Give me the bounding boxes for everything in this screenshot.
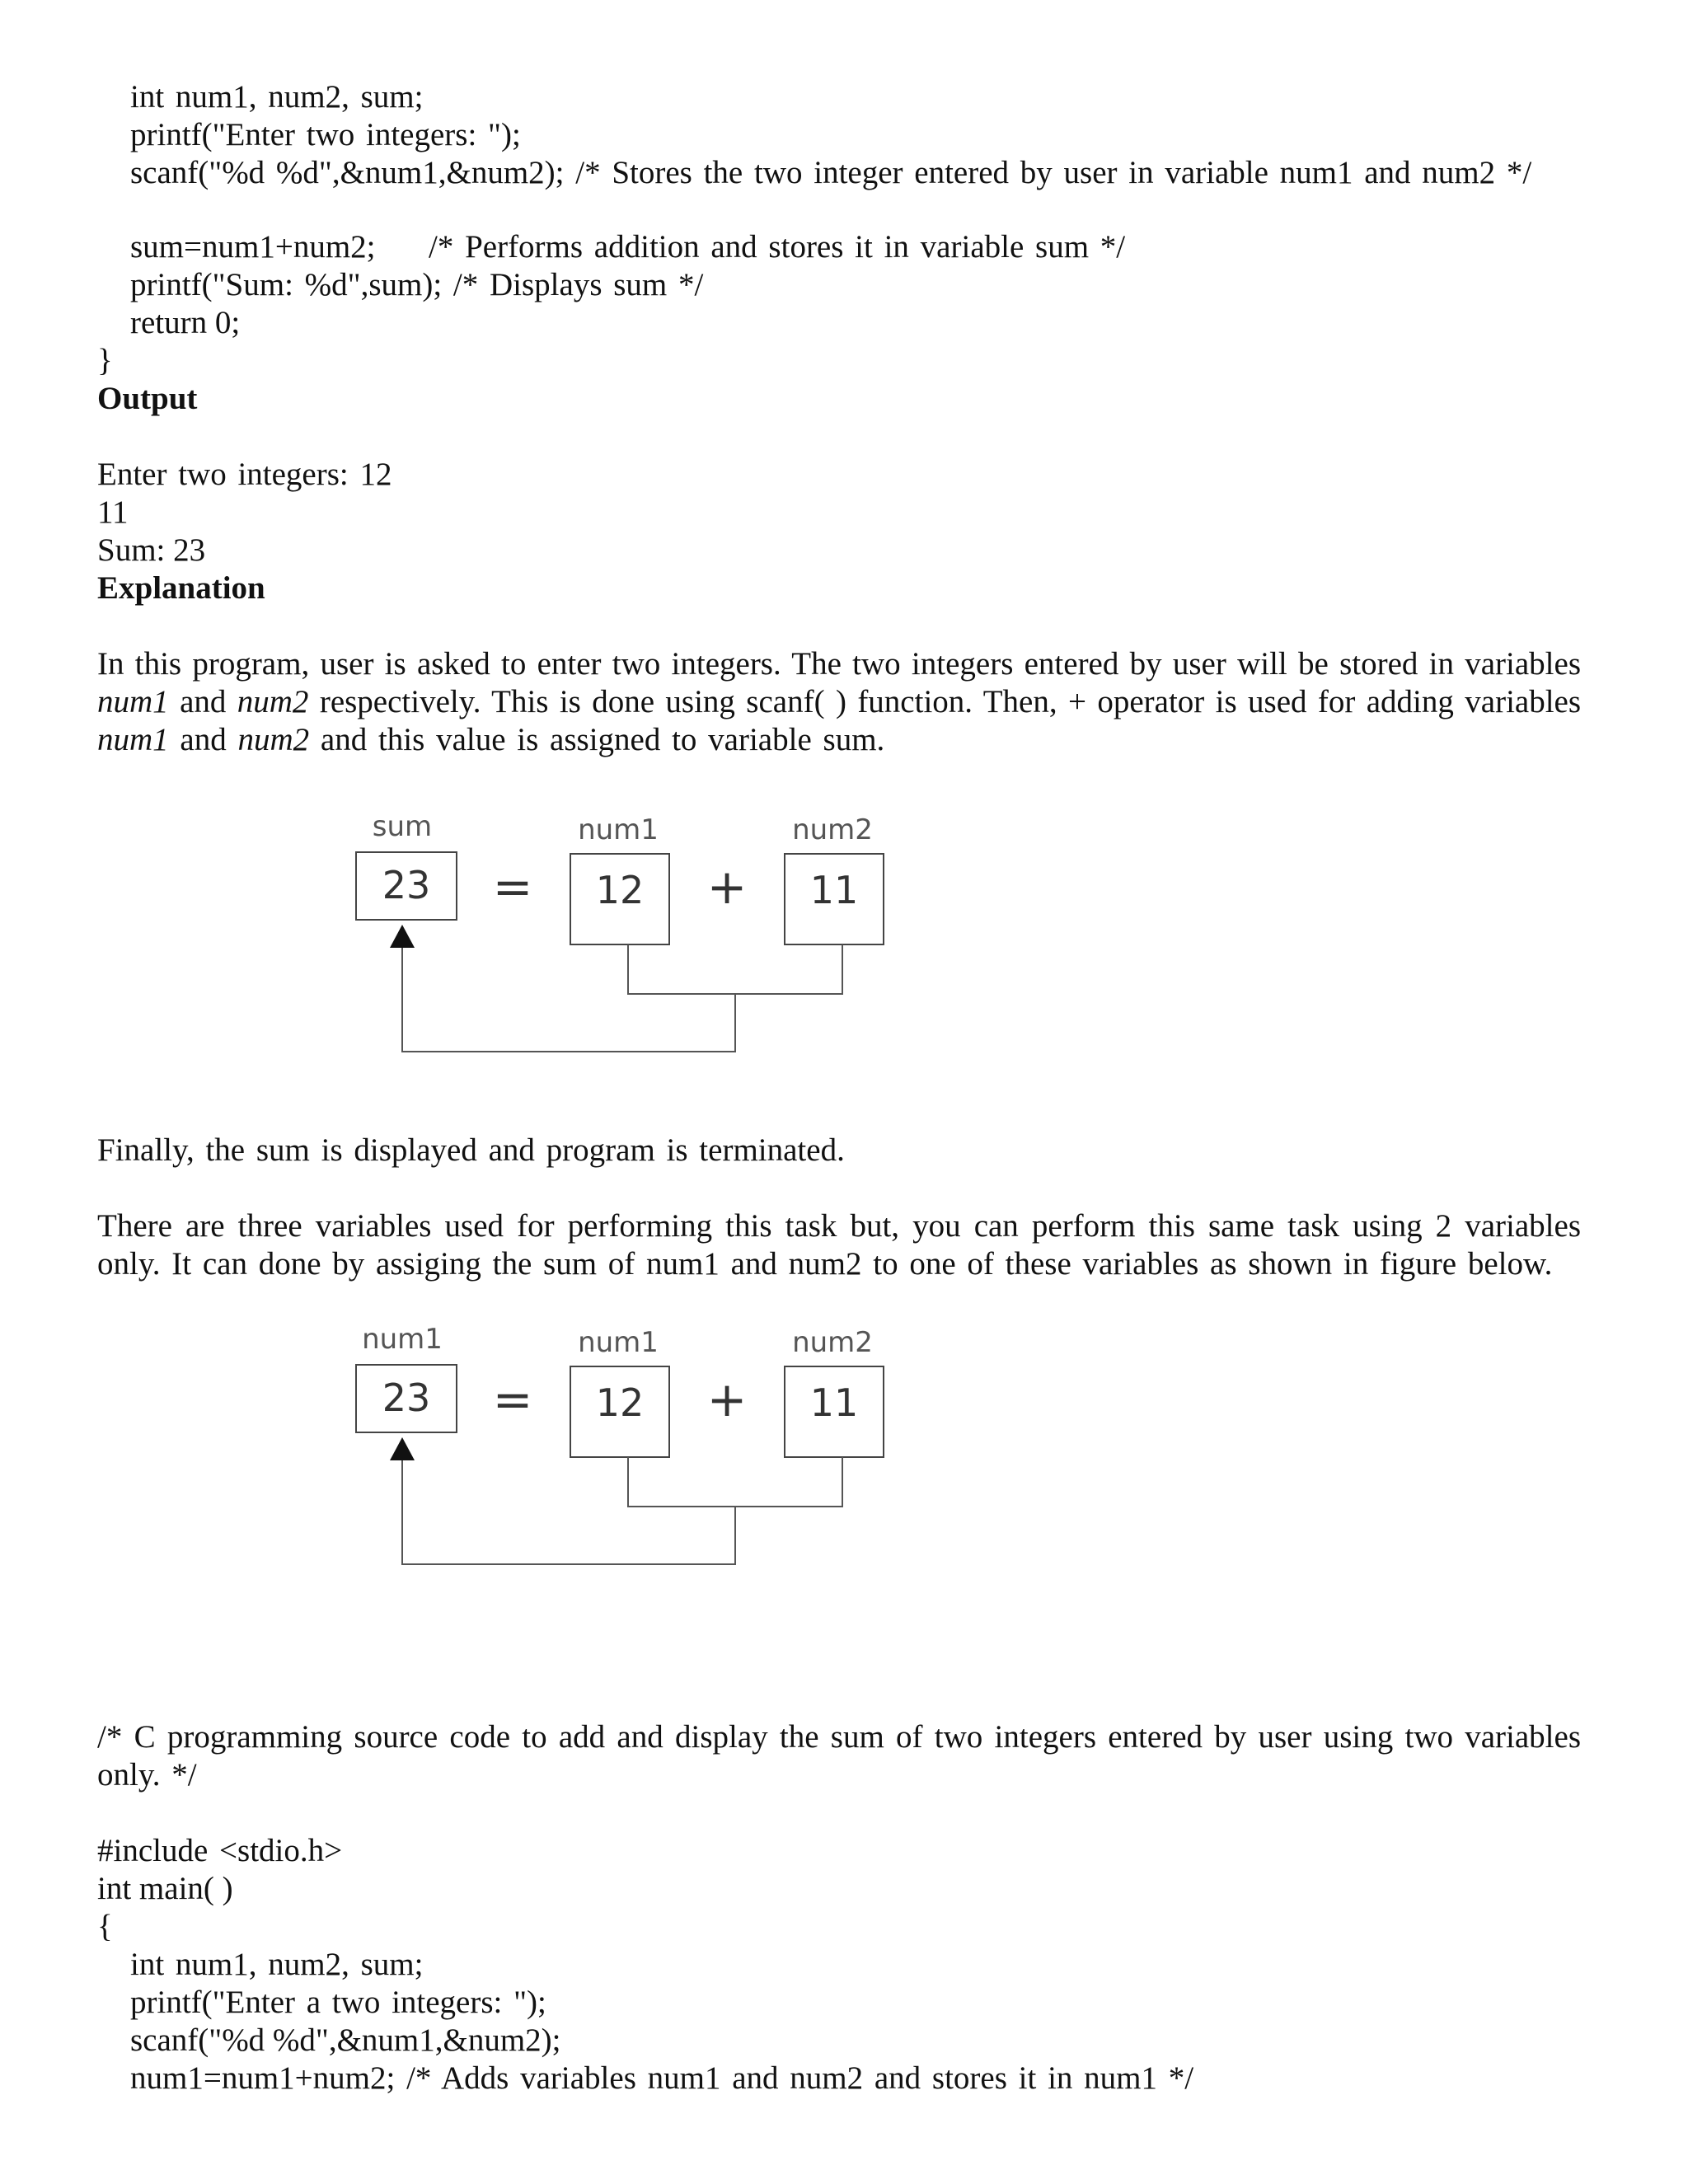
operand2-variable-label: num2 — [792, 1326, 873, 1359]
code-brace: } — [97, 343, 113, 378]
code-comment-line — [97, 1721, 1581, 1753]
code-comment-line: only. */ — [97, 1757, 197, 1793]
operand-bracket — [628, 944, 842, 994]
explanation-line-3 — [97, 724, 884, 756]
code-brace: { — [97, 1909, 113, 1944]
explanation-text: and this value is assigned to variable sum. — [320, 722, 885, 757]
finally-text: Finally, the sum is displayed and program is terminated. — [97, 1132, 845, 1168]
explanation-heading: Explanation — [97, 570, 265, 606]
code-line: scanf("%d %d",&num1,&num2); /* Stores the two integer entered by user in variable num1 and num2 */ — [130, 155, 1532, 190]
explanation-text: and — [180, 684, 227, 719]
variable-name: num2 — [237, 684, 309, 719]
code-line: int num1, num2, sum; — [130, 1947, 424, 1982]
explanation-line-1 — [97, 648, 1581, 680]
operand1-value: 12 — [595, 868, 645, 912]
paragraph-line — [97, 1210, 1581, 1242]
output-heading: Output — [97, 381, 198, 416]
variable-name: num1 — [97, 684, 169, 719]
operand2-value: 11 — [809, 1380, 859, 1425]
output-line: 11 — [97, 494, 129, 530]
explanation-text: In this program, user is asked to enter two integers. The two integers entered by user will be stored in variables — [97, 646, 1581, 682]
operand1-variable-label: num1 — [578, 813, 659, 846]
paragraph-line: only. It can done by assiging the sum of num1 and num2 to one of these variables as shown in figure below. — [97, 1246, 1553, 1282]
two-variable-addition-diagram — [346, 1319, 890, 1591]
output-line: Sum: 23 — [97, 532, 206, 568]
operand2-value: 11 — [809, 868, 859, 912]
plus-sign: + — [706, 1371, 748, 1427]
explanation-line-2 — [97, 686, 1581, 718]
code-comment: /* Performs addition and stores it in variable sum */ — [429, 229, 1126, 265]
result-value: 23 — [382, 863, 431, 907]
operand1-value: 12 — [595, 1380, 645, 1425]
code-line: return 0; — [130, 305, 241, 340]
plus-sign: + — [706, 859, 748, 915]
result-value: 23 — [382, 1376, 431, 1420]
output-line: Enter two integers: 12 — [97, 457, 392, 492]
equals-sign: = — [492, 1371, 533, 1427]
operand-bracket — [628, 1457, 842, 1507]
equals-sign: = — [492, 859, 533, 915]
operand1-variable-label: num1 — [578, 1326, 659, 1359]
code-include: #include <stdio.h> — [97, 1833, 343, 1868]
code-line: sum=num1+num2; — [130, 229, 376, 265]
arrow-head-icon — [390, 925, 415, 948]
code-line: printf("Enter a two integers: "); — [130, 1985, 546, 2020]
variable-name: num2 — [237, 722, 310, 757]
code-line: printf("Sum: %d",sum); /* Displays sum */ — [130, 267, 704, 302]
result-arrow-line — [402, 1457, 735, 1564]
code-line: num1=num1+num2; /* Adds variables num1 and num2 and stores it in num1 */ — [130, 2060, 1194, 2096]
result-arrow-line — [402, 944, 735, 1052]
explanation-text: respectively. This is done using scanf( ) function. Then, + operator is used for adding variables — [319, 684, 1582, 719]
explanation-text: and — [180, 722, 227, 757]
operand2-variable-label: num2 — [792, 813, 873, 846]
variable-name: num1 — [97, 722, 169, 757]
code-comment-text: /* C programming source code to add and display the sum of two integers entered by user using two variables — [97, 1719, 1581, 1755]
addition-diagram — [346, 806, 890, 1078]
arrow-head-icon — [390, 1437, 415, 1460]
code-line: printf("Enter two integers: "); — [130, 117, 521, 152]
paragraph-text: There are three variables used for performing this task but, you can perform this same task using 2 variables — [97, 1208, 1581, 1244]
code-main: int main( ) — [97, 1871, 233, 1906]
result-variable-label: num1 — [362, 1323, 443, 1356]
code-line: scanf("%d %d",&num1,&num2); — [130, 2022, 561, 2058]
code-line: int num1, num2, sum; — [130, 79, 424, 115]
result-variable-label: sum — [372, 810, 433, 843]
